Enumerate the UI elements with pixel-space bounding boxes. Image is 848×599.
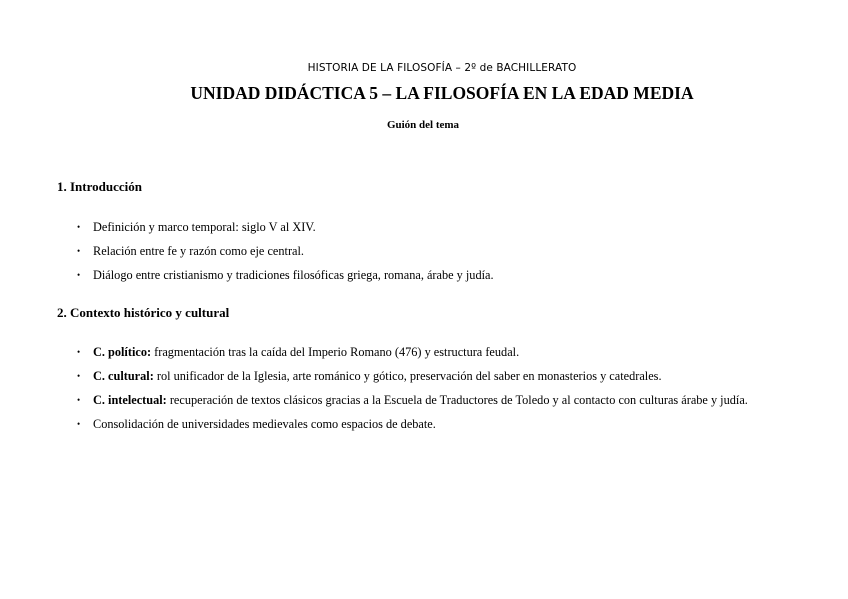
list-item bbox=[0, 239, 848, 263]
list-item-text: Diálogo entre cristianismo y tradiciones filosóficas griega, romana, árabe y judía. bbox=[93, 268, 494, 282]
bullet-icon: • bbox=[77, 222, 81, 232]
section-list-introduccion bbox=[0, 215, 848, 287]
list-item bbox=[0, 364, 848, 388]
list-item-text: recuperación de textos clásicos gracias a la Escuela de Traductores de Toledo y al contacto con culturas árabe y judía. bbox=[166, 393, 748, 407]
unit-title: UNIDAD DIDÁCTICA 5 – LA FILOSOFÍA EN LA EDAD MEDIA bbox=[190, 83, 694, 103]
section-heading-introduccion: 1. Introducción bbox=[57, 179, 142, 194]
list-item bbox=[0, 388, 848, 412]
section-heading-contexto: 2. Contexto histórico y cultural bbox=[57, 305, 230, 320]
list-item bbox=[0, 412, 848, 436]
course-header: HISTORIA DE LA FILOSOFÍA – 2º de BACHILLERATO bbox=[307, 62, 577, 74]
list-item-text: Consolidación de universidades medievales como espacios de debate. bbox=[93, 417, 436, 431]
bullet-icon: • bbox=[77, 371, 81, 381]
list-item bbox=[0, 215, 848, 239]
bullet-icon: • bbox=[77, 419, 81, 429]
list-item-lead: C. político: bbox=[93, 345, 152, 359]
bullet-icon: • bbox=[77, 395, 81, 405]
bullet-icon: • bbox=[77, 347, 81, 357]
list-item-lead: C. intelectual: bbox=[93, 393, 167, 407]
bullet-icon: • bbox=[77, 270, 81, 280]
list-item-lead: C. cultural: bbox=[93, 369, 154, 383]
list-item-text: fragmentación tras la caída del Imperio Romano (476) y estructura feudal. bbox=[151, 345, 520, 359]
section-list-contexto bbox=[0, 340, 848, 436]
bullet-icon: • bbox=[77, 246, 81, 256]
unit-subtitle: Guión del tema bbox=[386, 119, 460, 131]
list-item bbox=[0, 340, 848, 364]
list-item-text: Relación entre fe y razón como eje central. bbox=[93, 244, 304, 258]
list-item-text: Definición y marco temporal: siglo V al XIV. bbox=[93, 220, 316, 234]
list-item bbox=[0, 263, 848, 287]
list-item-text: rol unificador de la Iglesia, arte románico y gótico, preservación del saber en monasterios y catedrales. bbox=[153, 369, 662, 383]
